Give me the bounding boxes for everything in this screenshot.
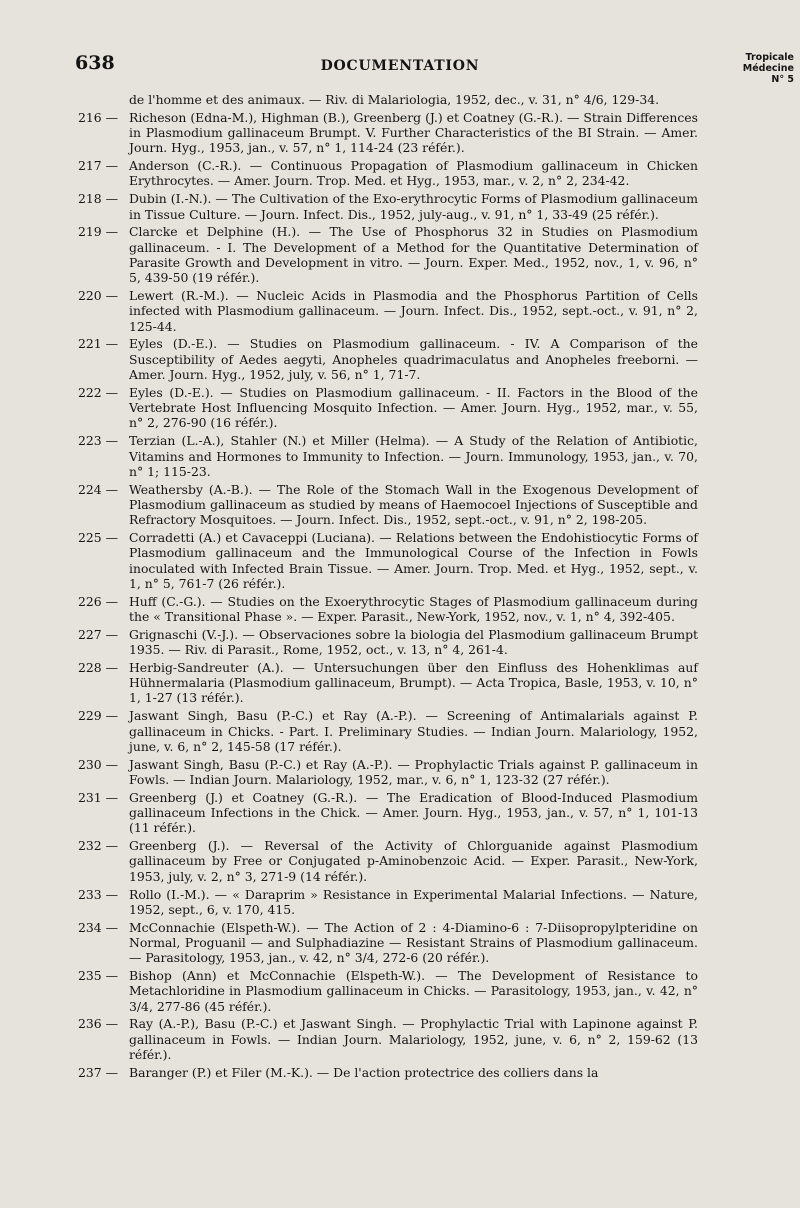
entry-text: Jaswant Singh, Basu (P.-C.) et Ray (A.-P.). — Prophylactic Trials against P. gallinaceum in Fowls. — Indian Journ. Malariology, 1952, mar., v. 6, n° 1, 123-32 (27 référ.). (129, 756, 698, 787)
entry-number: 218 — (78, 191, 118, 207)
entry-text: Greenberg (J.) et Coatney (G.-R.). — The Eradication of Blood-Induced Plasmodium gallinaceum Infections in the Chick. — Amer. Journ. Hyg., 1953, jan., v. 57, n° 1, 101-13 (11 référ.). (129, 789, 698, 836)
journal-tag-line: Tropicale (745, 52, 794, 63)
entry-text: Dubin (I.-N.). — The Cultivation of the Exo-erythrocytic Forms of Plasmodium gallinaceum in Tissue Culture. — Journ. Infect. Dis., 1952, july-aug., v. 91, n° 1, 33-49 (25 référ.). (129, 191, 698, 222)
entry-number: 235 — (78, 968, 118, 984)
entry-text: Huff (C.-G.). — Studies on the Exoerythrocytic Stages of Plasmodium gallinaceum during the « Transitional Phase ». — Exper. Parasit., New-York, 1952, nov., v. 1, n° 4, 392-405. (129, 593, 698, 624)
entry-number: 236 — (78, 1016, 118, 1032)
bibliography-entry (78, 385, 698, 431)
entry-text: de l'homme et des animaux. — Riv. di Malariologia, 1952, dec., v. 31, n° 4/6, 129-34. (129, 92, 660, 107)
page-number: 638 (75, 52, 115, 74)
entry-number: 237 — (78, 1064, 118, 1080)
entry-text: Eyles (D.-E.). — Studies on Plasmodium gallinaceum. - IV. A Comparison of the Susceptibility of Aedes aegyti, Anopheles quadrimaculatus and Anopheles freeborni. — Amer. Journ. Hyg., 1952, july, v. 56, n° 1, 71-7. (129, 336, 698, 383)
entry-number: 216 — (78, 109, 118, 125)
bibliography-entry (78, 1065, 698, 1080)
entry-number: 229 — (78, 708, 118, 724)
journal-tag-line: N° 5 (771, 74, 794, 85)
bibliography-entry (78, 790, 698, 836)
bibliography-entry (78, 92, 698, 107)
entry-text: Bishop (Ann) et McConnachie (Elspeth-W.). — The Development of Resistance to Metachloridine in Plasmodium gallinaceum in Chicks. — Parasitology, 1953, jan., v. 42, n° 3/4, 277-86 (45 référ.). (129, 968, 698, 1014)
entry-text: Rollo (I.-M.). — « Daraprim » Resistance in Experimental Malarial Infections. — Nature, 1952, sept., 6, v. 170, 415. (129, 886, 698, 917)
entry-text: Grignaschi (V.-J.). — Observaciones sobre la biologia del Plasmodium gallinaceum Brumpt 1935. — Riv. di Parasit., Rome, 1952, oct., v. 13, n° 4, 261-4. (129, 626, 698, 658)
bibliography-entry (78, 191, 698, 222)
entry-number: 225 — (78, 530, 118, 546)
bibliography-entry (78, 1016, 698, 1062)
bibliography-entry (78, 530, 698, 591)
entry-number: 227 — (78, 626, 118, 642)
bibliography-entry (78, 158, 698, 189)
entry-text: Lewert (R.-M.). — Nucleic Acids in Plasmodia and the Phosphorus Partition of Cells infected with Plasmodium gallinaceum. — Journ. Infect. Dis., 1952, sept.-oct., v. 91, n° 2, 125-44. (129, 288, 698, 334)
entry-text: Anderson (C.-R.). — Continuous Propagation of Plasmodium gallinaceum in Chicken Erythrocytes. — Amer. Journ. Trop. Med. et Hyg., 1953, mar., v. 2, n° 2, 234-42. (129, 158, 698, 189)
entry-text: Corradetti (A.) et Cavaceppi (Luciana). — Relations between the Endohistiocytic Forms of Plasmodium gallinaceum and the Immunological Course of the Infection in Fowls inoculated with Infected Brain Tissue. — Amer. Journ. Trop. Med. et Hyg., 1952, sept., v. 1, n° 5, 761-7 (26 référ.). (129, 530, 698, 591)
entry-text: Jaswant Singh, Basu (P.-C.) et Ray (A.-P.). — Screening of Antimalarials against P. gallinaceum in Chicks. - Part. I. Preliminary Studies. — Indian Journ. Malariology, 1952, june, v. 6, n° 2, 145-58 (17 référ.). (129, 708, 698, 754)
bibliography-entry (78, 920, 698, 966)
entry-text: Clarcke et Delphine (H.). — The Use of Phosphorus 32 in Studies on Plasmodium gallinaceum. - I. The Development of a Method for the Quantitative Determination of Parasite Growth and Development in vitro. — Journ. Exper. Med., 1952, nov., 1, v. 96, n° 5, 439-50 (19 référ.). (129, 224, 698, 286)
entry-number: 220 — (78, 288, 118, 304)
bibliography-entry (78, 433, 698, 479)
journal-tag (743, 52, 794, 85)
bibliography-entry (78, 110, 698, 156)
entry-number: 223 — (78, 433, 118, 449)
journal-tag-line: Médecine (742, 63, 794, 74)
entry-text: McConnachie (Elspeth-W.). — The Action of 2 : 4-Diamino-6 : 7-Diisopropylpteridine on Normal, Proguanil — and Sulphadiazine — Resistant Strains of Plasmodium gallinaceum. — Parasitology, 1953, jan., v. 42, n° 3/4, 272-6 (20 référ.). (129, 919, 698, 966)
bibliography-entry (78, 708, 698, 754)
entry-text: Weathersby (A.-B.). — The Role of the Stomach Wall in the Exogenous Development of Plasmodium gallinaceum as studied by means of Haemocoel Injections of Susceptible and Refractory Mosquitoes. — Journ. Infect. Dis., 1952, sept.-oct., v. 91, n° 2, 198-205. (129, 481, 698, 528)
bibliography-entry (78, 627, 698, 658)
entry-number: 232 — (78, 838, 118, 854)
running-title: DOCUMENTATION (320, 58, 480, 74)
bibliography-entry (78, 838, 698, 884)
entry-text: Herbig-Sandreuter (A.). — Untersuchungen über den Einfluss des Hohenklimas auf Hühnermalaria (Plasmodium gallinaceum, Brumpt). — Acta Tropica, Basle, 1953, v. 10, n° 1, 1-27 (13 référ.). (129, 659, 698, 706)
entry-number: 222 — (78, 384, 118, 400)
bibliography-entry (78, 594, 698, 625)
bibliography-entry (78, 660, 698, 706)
entry-text: Ray (A.-P.), Basu (P.-C.) et Jaswant Singh. — Prophylactic Trial with Lapinone against P. gallinaceum in Fowls. — Indian Journ. Malariology, 1952, june, v. 6, n° 2, 159-62 (13 référ.). (129, 1016, 698, 1063)
bibliography-entry (78, 482, 698, 528)
bibliography-entry (78, 288, 698, 334)
entry-number: 217 — (78, 158, 118, 174)
bibliography-entry (78, 887, 698, 918)
entry-number: 221 — (78, 336, 118, 352)
bibliography-entry (78, 224, 698, 285)
bibliography-entry (78, 968, 698, 1014)
entry-text: Baranger (P.) et Filer (M.-K.). — De l'action protectrice des colliers dans la (129, 1064, 599, 1080)
entry-text: Terzian (L.-A.), Stahler (N.) et Miller (Helma). — A Study of the Relation of Antibiotic, Vitamins and Hormones to Immunity to Infection. — Journ. Immunology, 1953, jan., v. 70, n° 1; 115-23. (129, 433, 698, 479)
entry-number: 228 — (78, 659, 118, 675)
entry-number: 233 — (78, 886, 118, 902)
entry-text: Greenberg (J.). — Reversal of the Activity of Chlorguanide against Plasmodium gallinaceum by Free or Conjugated p-Aminobenzoic Acid. — Exper. Parasit., New-York, 1953, july, v. 2, n° 3, 271-9 (14 référ.). (129, 838, 698, 884)
entry-number: 230 — (78, 756, 118, 772)
entry-number: 234 — (78, 919, 118, 935)
entry-number: 224 — (78, 481, 118, 497)
entry-number: 226 — (78, 593, 118, 609)
entry-number: 231 — (78, 789, 118, 805)
entry-text: Richeson (Edna-M.), Highman (B.), Greenberg (J.) et Coatney (G.-R.). — Strain Differences in Plasmodium gallinaceum Brumpt. V. Further Characteristics of the BI Strain. — Amer. Journ. Hyg., 1953, jan., v. 57, n° 1, 114-24 (23 référ.). (129, 109, 698, 156)
entry-number: 219 — (78, 224, 118, 240)
bibliography-entry (78, 757, 698, 788)
bibliography-entry (78, 336, 698, 382)
bibliography-list (78, 92, 698, 1083)
entry-text: Eyles (D.-E.). — Studies on Plasmodium gallinaceum. - II. Factors in the Blood of the Vertebrate Host Influencing Mosquito Infection. — Amer. Journ. Hyg., 1952, mar., v. 55, n° 2, 276-90 (16 référ.). (129, 384, 698, 431)
